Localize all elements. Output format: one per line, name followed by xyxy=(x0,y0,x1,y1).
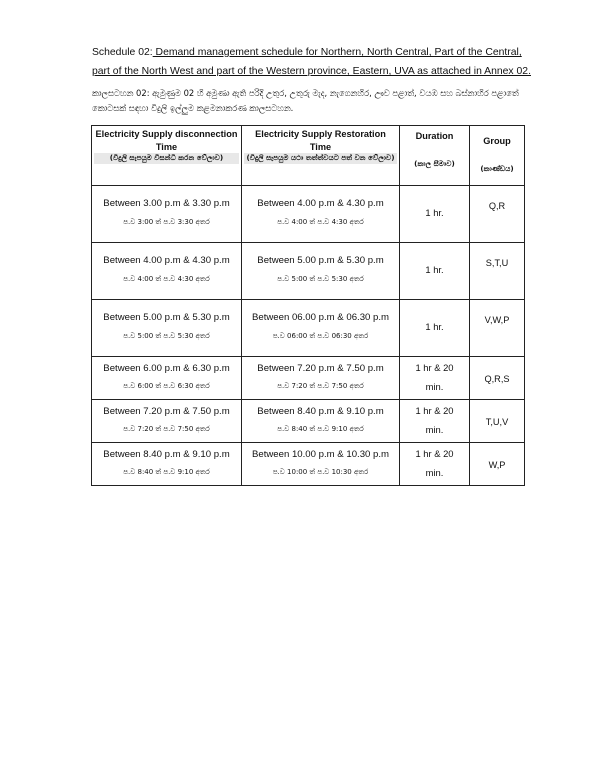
group-value: W,P xyxy=(488,460,506,470)
restoration-time-si: ප.ව 8:40 ත් ප.ව 9:10 අතර xyxy=(277,425,364,433)
restoration-time-si: ප.ව 06:00 ත් ප.ව 06:30 අතර xyxy=(272,332,369,340)
restoration-time: Between 8.40 p.m & 9.10 p.m xyxy=(257,406,384,417)
duration-value: 1 hr. xyxy=(425,321,444,332)
table-row xyxy=(92,357,525,400)
disconnection-time: Between 5.00 p.m & 5.30 p.m xyxy=(103,312,230,323)
table-row xyxy=(92,400,525,443)
disconnection-time: Between 7.20 p.m & 7.50 p.m xyxy=(103,406,230,417)
schedule-table xyxy=(91,125,525,486)
restoration-time: Between 7.20 p.m & 7.50 p.m xyxy=(257,363,384,374)
disconnection-time: Between 6.00 p.m & 6.30 p.m xyxy=(103,363,230,374)
restoration-time-si: ප.ව 10:00 ත් ප.ව 10:30 අතර xyxy=(272,468,369,476)
restoration-time: Between 10.00 p.m & 10.30 p.m xyxy=(251,449,390,460)
schedule-heading-prefix: Schedule 02: xyxy=(92,47,153,58)
header-restoration xyxy=(242,126,400,186)
disconnection-time-si: ප.ව 8:40 ත් ප.ව 9:10 අතර xyxy=(123,468,210,476)
header-disconnection-si: (විදුලි සැපයුම විසන්ධි කරන වේලාව) xyxy=(94,153,239,164)
schedule-heading-english xyxy=(92,43,532,81)
disconnection-time: Between 4.00 p.m & 4.30 p.m xyxy=(103,255,230,266)
duration-value: 1 hr. xyxy=(425,264,444,275)
disconnection-time-si: ප.ව 7:20 ත් ප.ව 7:50 අතර xyxy=(123,425,210,433)
header-restoration-si: (විදුලි සැපයුම යථා තත්ත්වයට පත් වන වේලාව) xyxy=(244,153,397,164)
table-row xyxy=(92,186,525,243)
duration-value: 1 hr & 20 xyxy=(415,448,454,459)
duration-value-line2: min. xyxy=(425,467,444,478)
group-value: Q,R,S xyxy=(484,374,510,384)
header-restoration-en: Electricity Supply Restoration Time xyxy=(255,129,386,152)
group-value: S,T,U xyxy=(485,258,509,268)
duration-value-line2: min. xyxy=(425,424,444,435)
header-disconnection-en: Electricity Supply disconnection Time xyxy=(95,129,238,152)
duration-value: 1 hr. xyxy=(425,207,444,218)
disconnection-time-si: ප.ව 5:00 ත් ප.ව 5:30 අතර xyxy=(123,332,210,340)
table-row xyxy=(92,300,525,357)
restoration-time: Between 4.00 p.m & 4.30 p.m xyxy=(257,198,384,209)
disconnection-time: Between 8.40 p.m & 9.10 p.m xyxy=(103,449,230,460)
disconnection-time-si: ප.ව 6:00 ත් ප.ව 6:30 අතර xyxy=(123,382,210,390)
disconnection-time-si: ප.ව 4:00 ත් ප.ව 4:30 අතර xyxy=(123,275,210,283)
table-row xyxy=(92,243,525,300)
header-duration xyxy=(400,126,470,186)
restoration-time-si: ප.ව 5:00 ත් ප.ව 5:30 අතර xyxy=(277,275,364,283)
schedule-heading-title: Demand management schedule for Northern, North Central, Part of the Central, part of the North West and part of the Western province, Eastern, UVA as attached in Annex 02. xyxy=(92,47,531,77)
table-row xyxy=(92,443,525,486)
schedule-heading-sinhala: කාලසටහන 02: ඇමුණුම 02 හි අමුණා ඇති පරිදි උතුර, උතුරු මැද, නැගෙනහිර, ඌව පළාත්, වයඹ සහ බස්නාහිර පළාතේ කොටසක් සඳහා විදුලි ඉල්ලුම කළමනාකරණ කාලසටහන. xyxy=(92,88,519,113)
header-group-si: (කාණ්ඩය) xyxy=(480,163,514,173)
header-disconnection xyxy=(92,126,242,186)
disconnection-time: Between 3.00 p.m & 3.30 p.m xyxy=(103,198,230,209)
restoration-time-si: ප.ව 7:20 ත් ප.ව 7:50 අතර xyxy=(277,382,364,390)
table-header-row xyxy=(92,126,525,186)
restoration-time-si: ප.ව 4:00 ත් ප.ව 4:30 අතර xyxy=(277,218,364,226)
header-group xyxy=(470,126,525,186)
group-value: V,W,P xyxy=(484,315,510,325)
disconnection-time-si: ප.ව 3:00 ත් ප.ව 3:30 අතර xyxy=(123,218,210,226)
duration-value: 1 hr & 20 xyxy=(415,405,454,416)
header-group-en: Group xyxy=(483,136,511,146)
duration-value-line2: min. xyxy=(425,381,444,392)
header-duration-en: Duration xyxy=(415,131,454,141)
group-value: T,U,V xyxy=(485,417,509,427)
group-value: Q,R xyxy=(488,201,506,211)
duration-value: 1 hr & 20 xyxy=(415,362,454,373)
header-duration-si: (කාල සීමාව) xyxy=(414,158,455,168)
restoration-time: Between 5.00 p.m & 5.30 p.m xyxy=(257,255,384,266)
restoration-time: Between 06.00 p.m & 06.30 p.m xyxy=(251,312,390,323)
